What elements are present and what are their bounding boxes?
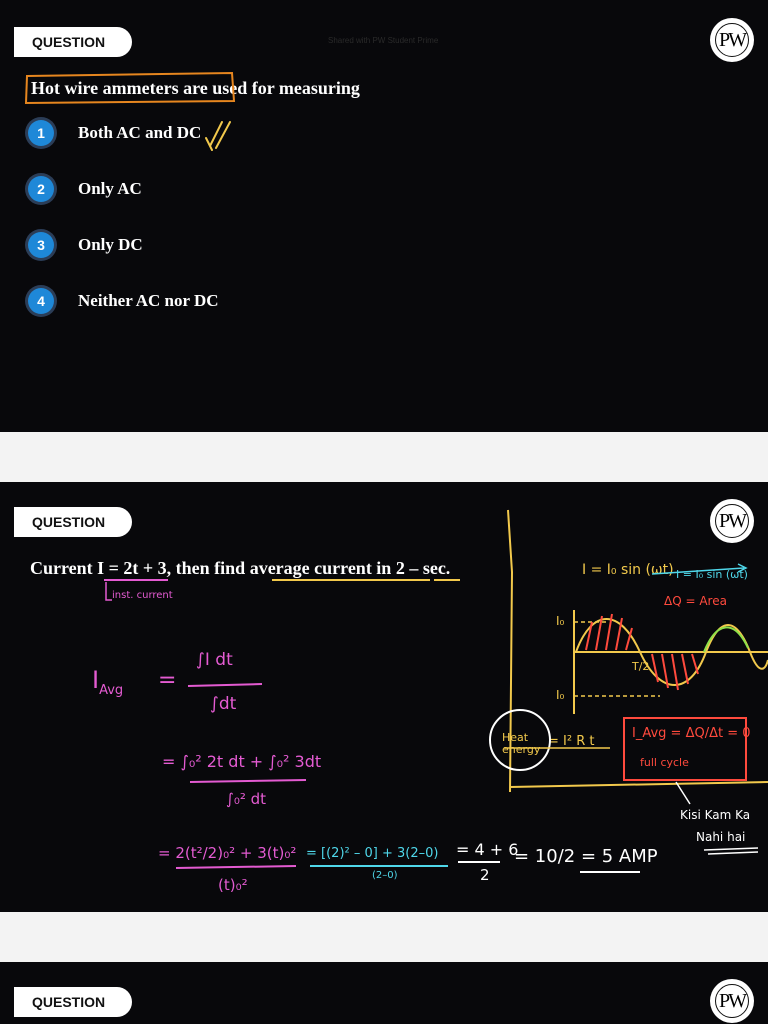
slide1-annotations bbox=[0, 0, 768, 432]
divider-bottom bbox=[510, 782, 768, 787]
question-slide-1 bbox=[0, 0, 768, 432]
step2-denominator: ∫₀² dt bbox=[226, 790, 267, 808]
question-badge: QUESTION bbox=[14, 987, 132, 1017]
option-number: 1 bbox=[28, 120, 54, 146]
option-label: Only AC bbox=[78, 179, 142, 198]
pw-logo-icon: PW bbox=[710, 499, 754, 543]
step4-denominator: (2–0) bbox=[372, 870, 398, 881]
answer-tick bbox=[206, 122, 230, 150]
equals-sign: = bbox=[158, 668, 177, 693]
heat-energy-label: Heat energy bbox=[502, 731, 541, 756]
question-badge: QUESTION bbox=[14, 27, 132, 57]
option-label: Only DC bbox=[78, 235, 143, 254]
i-avg-label: $I_{Avg}$ bbox=[92, 666, 124, 698]
fraction-bar-1 bbox=[188, 684, 262, 686]
heat-equation: = I² R t bbox=[548, 734, 595, 749]
arrow-squiggle bbox=[652, 568, 744, 574]
step4-numerator: = [(2)² – 0] + 3(2–0) bbox=[306, 846, 439, 861]
fraction-bar-3 bbox=[176, 866, 296, 868]
pw-logo-icon: PW bbox=[710, 18, 754, 62]
i0-bottom-label: I₀ bbox=[556, 688, 565, 702]
sine-curve-green bbox=[704, 627, 748, 652]
nahi-underline bbox=[704, 848, 758, 854]
question-slide-3 bbox=[0, 962, 768, 1024]
question-slide-2 bbox=[0, 482, 768, 912]
sine-equation: I = I₀ sin (ωt) bbox=[582, 562, 674, 578]
step3-numerator: = 2(t²/2)₀² + 3(t)₀² bbox=[158, 844, 297, 862]
option-label: Neither AC nor DC bbox=[78, 291, 219, 310]
divider-line bbox=[508, 510, 512, 792]
nahi-hai-note: Nahi hai bbox=[696, 830, 746, 844]
kisi-kaam-note: Kisi Kam Ka bbox=[680, 808, 751, 822]
option-number: 4 bbox=[28, 288, 54, 314]
i-avg-zero: I_Avg = ΔQ/Δt = 0 bbox=[632, 726, 751, 741]
integral-denominator: ∫dt bbox=[210, 694, 237, 714]
fraction-bar-2 bbox=[190, 780, 306, 782]
question-badge: QUESTION bbox=[14, 507, 132, 537]
final-answer: = 10/2 = 5 AMP bbox=[514, 846, 658, 867]
question-text: Hot wire ammeters are used for measuring bbox=[31, 78, 360, 98]
slide2-annotations bbox=[0, 482, 768, 912]
step3-denominator: (t)₀² bbox=[218, 876, 248, 894]
option-label: Both AC and DC bbox=[78, 123, 202, 142]
full-cycle-note: full cycle bbox=[640, 756, 689, 769]
pointer-arrow bbox=[676, 782, 690, 804]
i0-top-label: I₀ bbox=[556, 614, 565, 628]
step5-denominator: 2 bbox=[480, 866, 490, 884]
option-number: 3 bbox=[28, 232, 54, 258]
inst-current-note: inst. current bbox=[112, 590, 173, 601]
pw-logo-icon: PW bbox=[710, 979, 754, 1023]
option-number: 2 bbox=[28, 176, 54, 202]
highlight-box bbox=[26, 73, 234, 103]
question-text: Current I = 2t + 3, then find average current in 2 – sec. bbox=[30, 558, 451, 578]
area-note: ΔQ = Area bbox=[664, 594, 727, 608]
step2-numerator: = ∫₀² 2t dt + ∫₀² 3dt bbox=[162, 752, 322, 771]
step5-numerator: = 4 + 6 bbox=[456, 840, 519, 859]
watermark: Shared with PW Student Prime bbox=[328, 36, 439, 45]
half-period-label: T/2 bbox=[632, 660, 650, 673]
i-avg-box bbox=[624, 718, 746, 780]
integral-numerator: ∫I dt bbox=[196, 650, 233, 670]
heat-circle bbox=[490, 710, 550, 770]
sine-equation-2: I = I₀ sin (ωt) bbox=[676, 568, 748, 581]
arrow-inst bbox=[106, 582, 112, 600]
